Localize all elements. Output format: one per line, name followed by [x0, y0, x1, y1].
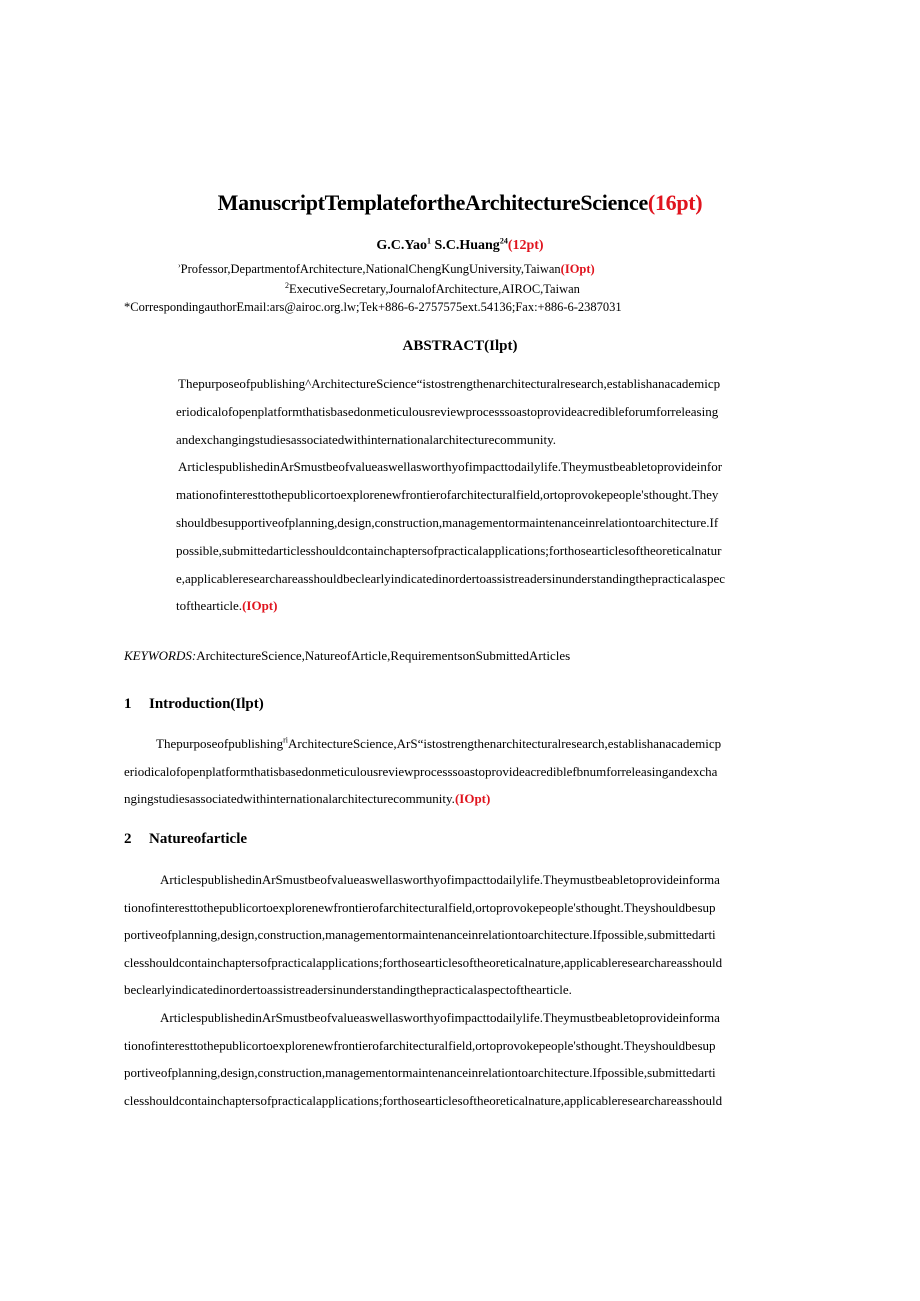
- affiliation-2-text: ExecutiveSecretary,JournalofArchitecture,AIROC,Taiwan: [289, 282, 580, 296]
- abstract-line: Thepurposeofpublishing^ArchitectureScience“istostrengthenarchitecturalresearch,establishanacademicp: [178, 376, 721, 391]
- body-line: ArticlespublishedinArSmustbeofvalueaswellasworthyofimpacttodailylife.Theymustbeabletoprovideinforma: [160, 872, 720, 887]
- affiliation-2: [285, 282, 580, 297]
- section-1-size-tag: (IOpt): [454, 791, 491, 807]
- author-2: S.C.Huang: [434, 238, 500, 253]
- abstract-line: shouldbesupportiveofplanning,design,construction,managementormaintenanceinrelationtoarchitecture.If: [176, 514, 719, 530]
- author-line: [0, 238, 920, 254]
- affiliation-1-tag: (IOpt): [560, 262, 595, 276]
- body-line: eriodicalofopenplatformthatisbasedonmeticulousreviewprocesssoastoprovideacrediblefbnumforreleasingandexcha: [124, 763, 718, 779]
- body-line: tionofinteresttothepublicortoexplorenewfrontierofarchitecturalfield,ortoprovokepeople'sthought.Theyshouldbesup: [124, 899, 716, 915]
- abstract-line-text: tofthearticle.: [176, 598, 243, 614]
- abstract-line: mationofinteresttothepublicortoexplorenewfrontierofarchitecturalfield,ortoprovokepeople'sthought.They: [176, 487, 719, 503]
- body-line: ArticlespublishedinArSmustbeofvalueaswellasworthyofimpacttodailylife.Theymustbeabletoprovideinforma: [160, 1010, 720, 1025]
- abstract-line: e,applicableresearchareasshouldbeclearlyindicatedinordertoassistreadersinunderstandingthepracticalaspec: [176, 570, 725, 586]
- author-1-sup: 1: [426, 236, 431, 246]
- abstract-line: possible,submittedarticlesshouldcontainchaptersofpracticalapplications;forthosearticlesoftheoreticalnatur: [176, 542, 722, 558]
- body-line: [124, 730, 796, 758]
- body-line-text: Thepurposeofpublishing: [156, 736, 284, 751]
- author-1: G.C.Yao: [376, 238, 427, 253]
- section-2-number: 2: [124, 831, 132, 847]
- abstract-line: eriodicalofopenplatformthatisbasedonmeticulousreviewprocesssoastoprovideacredibleforumforreleasing: [176, 403, 719, 419]
- abstract-line: ArticlespublishedinArSmustbeofvalueaswellasworthyofimpacttodailylife.Theymustbeabletoprovideinfor: [178, 459, 723, 475]
- corresponding-author-text: *CorrespondingauthorEmail:ars@airoc.org.lw;Tek+886-6-2757575ext.54136;Fax:+886-6-2387031: [124, 300, 622, 314]
- section-1-heading: [124, 696, 264, 713]
- body-line-text: ArchitectureScience,ArS“istostrengthenarchitecturalresearch,establishanacademicp: [287, 736, 722, 751]
- section-2-title: Natureofarticle: [149, 831, 248, 847]
- affiliation-1-text: Professor,DepartmentofArchitecture,NationalChengKungUniversity,Taiwan: [180, 262, 561, 276]
- body-line-last: [124, 785, 796, 813]
- body-line: portiveofplanning,design,construction,managementormaintenanceinrelationtoarchitecture.Ifpossible,submittedarti: [124, 927, 716, 943]
- body-line: beclearlyindicatedinordertoassistreadersinunderstandingthepracticalaspectofthearticle.: [124, 982, 572, 998]
- section-2-paragraph-1: [124, 866, 796, 1004]
- abstract-size-tag: (IOpt): [242, 598, 278, 614]
- author-2-sup: 24: [499, 236, 508, 246]
- body-line: tionofinteresttothepublicortoexplorenewfrontierofarchitecturalfield,ortoprovokepeople'sthought.Theyshouldbesup: [124, 1037, 716, 1053]
- body-line: clesshouldcontainchaptersofpracticalapplications;forthosearticlesoftheoreticalnature,applicableresearchareasshould: [124, 1092, 723, 1108]
- title-size-tag: (16pt): [647, 190, 703, 215]
- abstract-heading: ABSTRACT(Ilpt): [402, 338, 518, 354]
- section-1-number: 1: [124, 696, 132, 712]
- paper-title: [0, 190, 920, 216]
- section-2-paragraph-2: [124, 1004, 796, 1114]
- section-1-body: [124, 730, 796, 813]
- body-line: portiveofplanning,design,construction,managementormaintenanceinrelationtoarchitecture.Ifpossible,submittedarti: [124, 1065, 716, 1081]
- section-1-title: Introduction(Ilpt): [149, 696, 264, 712]
- abstract-line: andexchangingstudiesassociatedwithinternationalarchitecturecommunity.: [176, 431, 557, 447]
- keywords-text: ArchitectureScience,NatureofArticle,RequirementsonSubmittedArticles: [196, 648, 571, 663]
- keywords-line: [124, 648, 570, 664]
- body-line: clesshouldcontainchaptersofpracticalapplications;forthosearticlesoftheoreticalnature,applicableresearchareasshould: [124, 954, 723, 970]
- body-line-sup: ri: [283, 735, 288, 745]
- title-text: ManuscriptTemplatefortheArchitectureScience: [217, 190, 648, 215]
- affiliation-1: [178, 262, 595, 277]
- abstract-body: [178, 370, 798, 620]
- section-2-heading: [124, 831, 247, 848]
- affiliation-2-sup: 2: [285, 280, 289, 290]
- affiliation-1-mark: ›: [178, 260, 181, 270]
- author-size-tag: (12pt): [507, 238, 544, 253]
- keywords-label: KEYWORDS:: [124, 648, 197, 663]
- body-line-text: ngingstudiesassociatedwithinternationalarchitecturecommunity.: [124, 791, 455, 807]
- corresponding-author: [124, 300, 622, 315]
- abstract-line-last: [176, 592, 798, 620]
